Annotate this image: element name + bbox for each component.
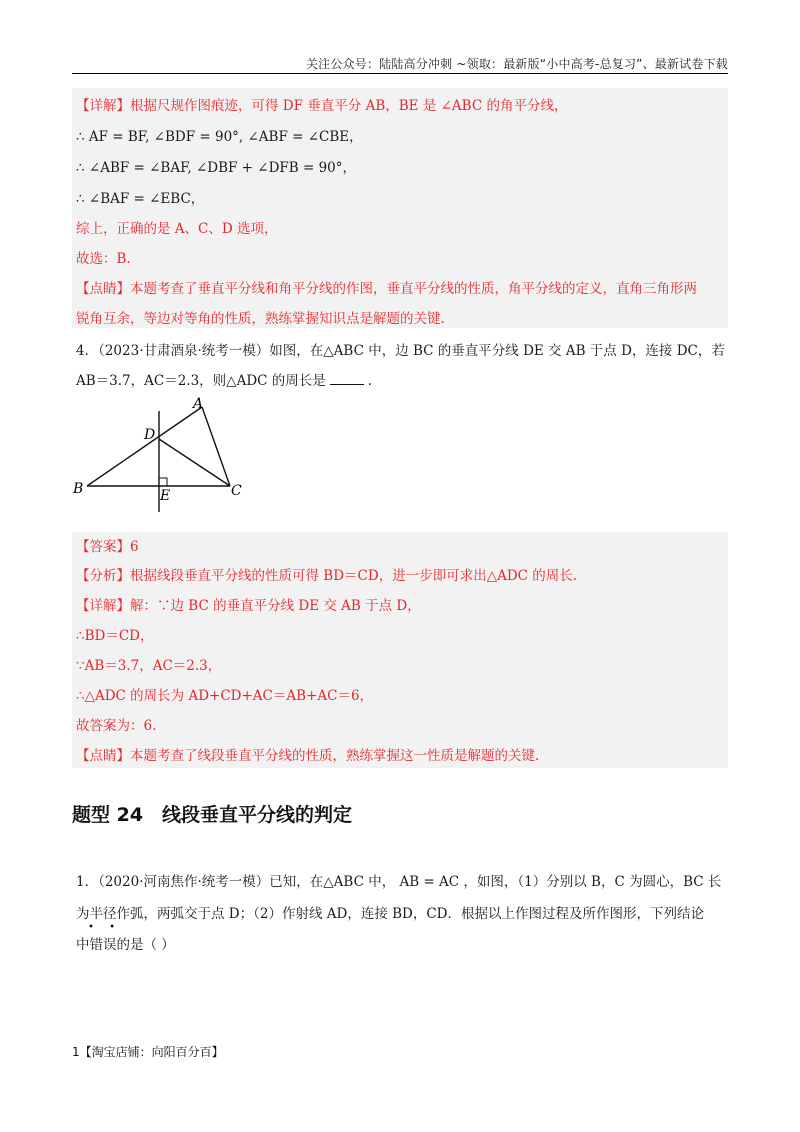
block1-line-6: 故选：B. [76, 251, 131, 267]
block2-line-5: ∵AB＝3.7，AC＝2.3， [76, 658, 222, 674]
label-a: A [193, 396, 204, 412]
segment-ba [87, 407, 202, 486]
block1-line-2: ∴ AF = BF, ∠BDF = 90°, ∠ABF = ∠CBE， [76, 129, 363, 145]
label-c: C [231, 483, 242, 499]
segment-dc [159, 439, 230, 486]
question1-line-3: 中错误的是（ ） [76, 937, 175, 953]
section-title: 题型 24 线段垂直平分线的判定 [72, 804, 353, 826]
block2-line-4: ∴BD＝CD， [76, 628, 154, 644]
question4-line-2-text: AB＝3.7，AC＝2.3，则△ADC 的周长是 [76, 373, 326, 389]
block1-line-8: 锐角互余，等边对等角的性质，熟练掌握知识点是解题的关键. [76, 311, 445, 327]
question1-line-2: 为半径作弧，两弧交于点 D；（2）作射线 AD，连接 BD，CD．根据以上作图过程及所作图形，下列结论 [76, 906, 705, 922]
block1-line-7: 【点睛】本题考查了垂直平分线和角平分线的作图，垂直平分线的性质，角平分线的定义，直角三角形两 [76, 281, 697, 297]
question1-line-1: 1．（2020·河南焦作·统考一模）已知，在△ABC 中， AB = AC ，如图，（1）分别以 B，C 为圆心，BC 长 [76, 874, 722, 890]
label-d: D [144, 427, 156, 443]
right-angle-mark [159, 478, 167, 486]
block2-line-2: 【分析】根据线段垂直平分线的性质可得 BD＝CD，进一步即可求出△ADC 的周长. [76, 568, 578, 584]
triangle-figure [72, 394, 252, 519]
block1-line-1: 【详解】根据尺规作图痕迹，可得 DF 垂直平分 AB，BE 是 ∠ABC 的角平分线， [76, 98, 568, 114]
block2-line-6: ∴△ADC 的周长为 AD+CD+AC＝AB+AC＝6， [76, 688, 374, 704]
header-rule [72, 73, 728, 74]
label-b: B [73, 481, 84, 497]
label-e: E [160, 488, 171, 504]
block1-line-3: ∴ ∠ABF = ∠BAF, ∠DBF + ∠DFB = 90°， [76, 160, 357, 176]
header-text: 关注公众号：陆陆高分冲刺 ~领取：最新版“小中高考-总复习”、最新试卷下载 [305, 57, 728, 71]
footer-text: 1【淘宝店铺：向阳百分百】 [72, 1045, 224, 1059]
question4-line-2-end: . [367, 373, 373, 389]
question4-line-1: 4．（2023·甘肃酒泉·统考一模）如图，在△ABC 中，边 BC 的垂直平分线 DE 交 AB 于点 D，连接 DC，若 [76, 343, 725, 359]
block1-line-4: ∴ ∠BAF = ∠EBC， [76, 191, 205, 207]
segment-ac [202, 407, 230, 486]
block2-line-3: 【详解】解：∵边 BC 的垂直平分线 DE 交 AB 于点 D， [76, 598, 421, 614]
emphasis-dots: • • [88, 922, 121, 933]
question4-line-2 [76, 371, 372, 391]
block2-line-1: 【答案】6 [76, 539, 139, 555]
answer-blank [330, 372, 364, 385]
block2-line-8: 【点睛】本题考查了线段垂直平分线的性质，熟练掌握这一性质是解题的关键. [76, 748, 540, 764]
block1-line-5: 综上，正确的是 A、C、D 选项， [76, 221, 278, 237]
block2-line-7: 故答案为：6. [76, 718, 157, 734]
